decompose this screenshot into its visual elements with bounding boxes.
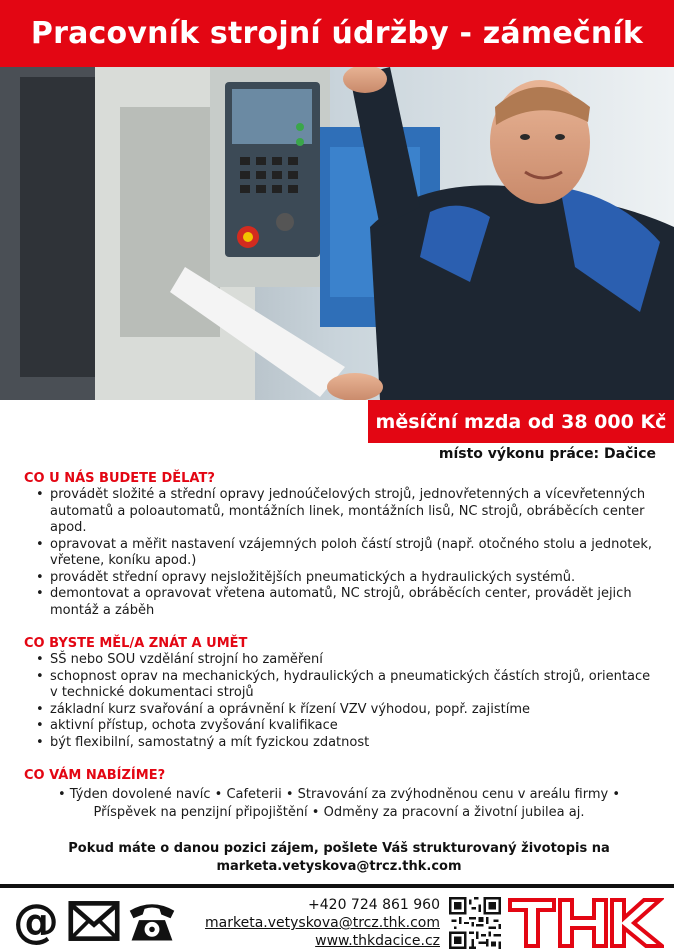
worker-photo [0, 67, 674, 400]
requirements-list [24, 652, 654, 751]
svg-text:@: @ [13, 897, 59, 945]
list-item: • být flexibilní, samostatný a mít fyzickou zdatnost [36, 735, 654, 752]
list-item: • opravovat a měřit nastavení vzájemných poloh částí strojů (např. otočného stolu a jednotek, vřetene, koníku apod.) [36, 537, 654, 570]
worker-photo-illustration [0, 67, 674, 400]
offer-line-1: • Týden dovolené navíc • Cafeterii • Stravování za zvýhodněnou cenu v areálu firmy • [57, 787, 620, 802]
offer-line-2: Příspěvek na penzijní připojištění • Odměny za pracovní a životní jubilea aj. [93, 805, 585, 820]
qr-code[interactable] [449, 897, 501, 949]
duties-list [24, 487, 654, 619]
section-title-requirements: CO BYSTE MĚL/A ZNÁT A UMĚT [24, 636, 248, 651]
website-link[interactable]: www.thkdacice.cz [315, 933, 440, 949]
telephone-icon [126, 895, 178, 947]
at-sign-icon [10, 895, 62, 947]
contact-details [186, 896, 440, 950]
workplace-label: místo výkonu práce: Dačice [438, 446, 656, 462]
section-title-offer: CO VÁM NABÍZÍME? [24, 768, 166, 783]
thk-logo [508, 898, 664, 948]
contact-icons [10, 895, 178, 947]
list-item: • demontovat a opravovat vřetena automatů, NC strojů, obráběcích center, provádět jejich montáž a záběh [36, 586, 654, 619]
list-item: • SŠ nebo SOU vzdělání strojní ho zaměření [36, 652, 654, 669]
email-link[interactable]: marketa.vetyskova@trcz.thk.com [205, 915, 440, 931]
list-item: • aktivní přístup, ochota zvyšování kvalifikace [36, 718, 654, 735]
list-item: • schopnost oprav na mechanických, hydraulických a pneumatických částích strojů, orientace v technické dokumentaci strojů [36, 669, 654, 702]
salary-badge: měsíční mzda od 38 000 Kč [368, 400, 674, 443]
job-description [24, 470, 654, 876]
envelope-icon [68, 895, 120, 947]
list-item: • provádět složité a střední opravy jednoúčelových strojů, jednovřetenných a vícevřetenných automatů a poloautomatů, montážních linek, montážních lisů, NC strojů, obráběcích center apod. [36, 487, 654, 537]
phone-number[interactable]: +420 724 861 960 [308, 897, 440, 913]
page-title: Pracovník strojní údržby - zámečník [0, 0, 674, 67]
list-item: • provádět střední opravy nejsložitějších pneumatických a hydraulických systémů. [36, 570, 654, 587]
footer-divider [0, 884, 674, 888]
section-title-duties: CO U NÁS BUDETE DĚLAT? [24, 471, 215, 486]
cta-email[interactable]: marketa.vetyskova@trcz.thk.com [216, 859, 462, 874]
list-item: • základní kurz svařování a oprávnění k řízení VZV výhodou, popř. zajistíme [36, 702, 654, 719]
cta-text: Pokud máte o danou pozici zájem, pošlete Váš strukturovaný životopis na [68, 841, 610, 856]
